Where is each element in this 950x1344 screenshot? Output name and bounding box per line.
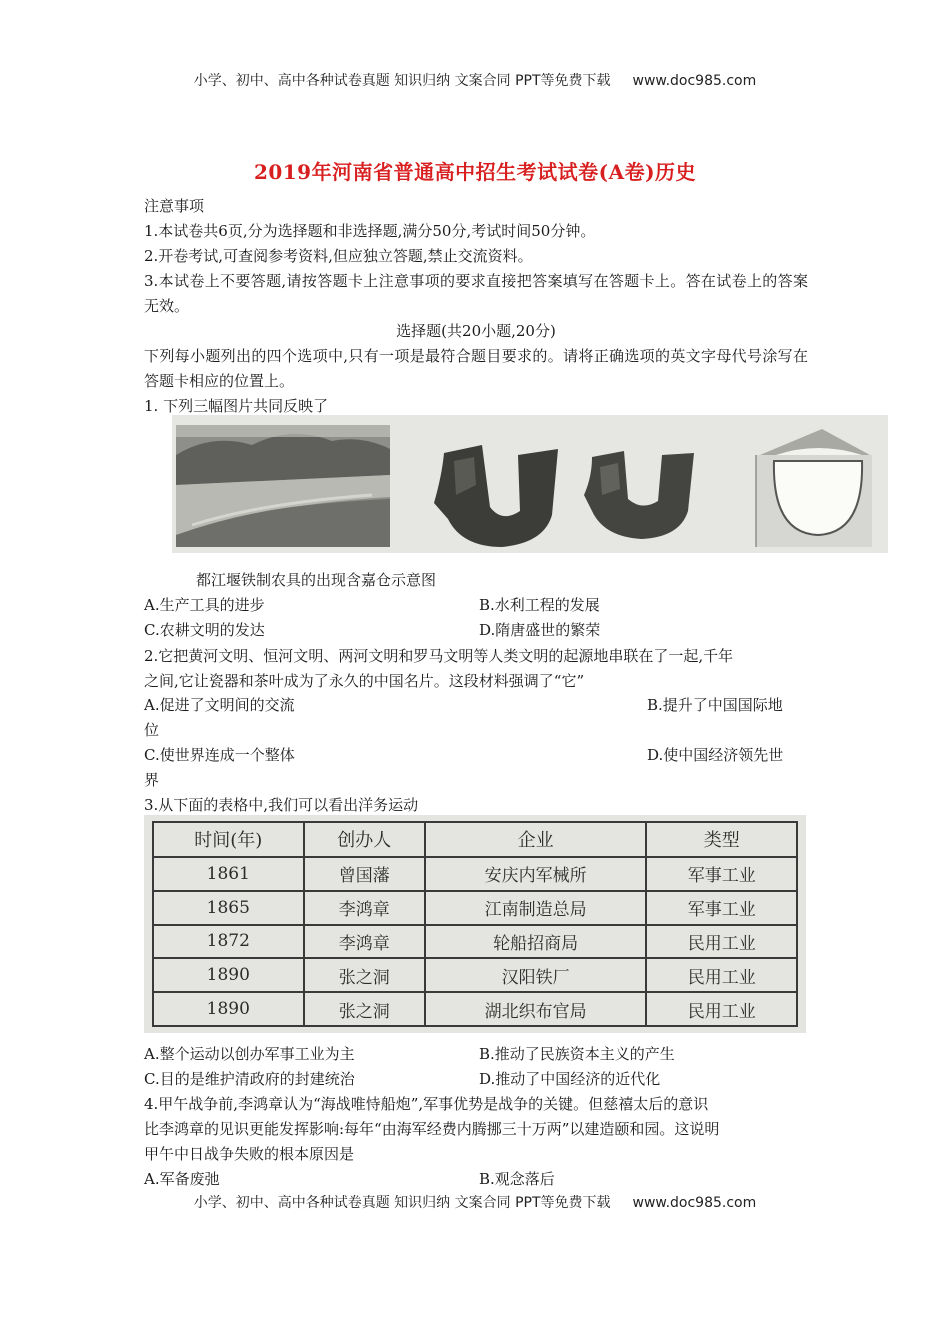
q1-option-c: C.农耕文明的发达 (144, 621, 265, 639)
table-cell: 汉阳铁厂 (425, 958, 647, 992)
table-row (153, 958, 797, 992)
banner-text: 小学、初中、高中各种试卷真题 知识归纳 文案合同 PPT等免费下载 (193, 1195, 611, 1211)
q1-stem: 1. 下列三幅图片共同反映了 (144, 397, 329, 415)
table-cell: 军事工业 (646, 857, 797, 891)
table-row (153, 857, 797, 891)
q4-option-b: B.观念落后 (479, 1170, 555, 1188)
q2-option-b: B.提升了中国国际地 (647, 696, 783, 714)
banner-link[interactable]: www.doc985.com (632, 73, 757, 89)
q2-option-c: C.使世界连成一个整体 (144, 746, 295, 764)
table-header-row (153, 822, 797, 857)
q3-option-d: D.推动了中国经济的近代化 (479, 1070, 661, 1088)
table-row (153, 992, 797, 1026)
q2-stem-line-2: 之间,它让瓷器和茶叶成为了永久的中国名片。这段材料强调了“它” (144, 672, 585, 690)
table-cell: 1890 (153, 992, 304, 1026)
table-cell: 1861 (153, 857, 304, 891)
iron-tool-2-image (584, 451, 694, 539)
section-heading: 选择题(共20小题,20分) (396, 322, 556, 340)
table-cell: 民用工业 (646, 925, 797, 959)
section-instruction: 下列每小题列出的四个选项中,只有一项是最符合题目要求的。请将正确选项的英文字母代号涂写在答题卡相应的位置上。 (144, 347, 808, 390)
table-cell: 李鸿章 (304, 925, 425, 959)
q2-option-a: A.促进了文明间的交流 (144, 696, 295, 714)
q1-option-b: B.水利工程的发展 (479, 596, 600, 614)
q3-table-photo (144, 815, 806, 1033)
table-cell: 1872 (153, 925, 304, 959)
header-banner (0, 70, 950, 90)
q2-option-d-cont: 界 (144, 771, 160, 789)
exam-title: 2019年河南省普通高中招生考试试卷(A卷)历史 (253, 160, 697, 184)
notice-heading: 注意事项 (144, 197, 205, 215)
yangwu-enterprise-table (152, 821, 798, 1027)
table-cell: 轮船招商局 (425, 925, 647, 959)
q3-option-c: C.目的是维护清政府的封建统治 (144, 1070, 355, 1088)
table-cell: 湖北织布官局 (425, 992, 647, 1026)
dujiangyan-photo (176, 425, 390, 547)
table-row (153, 891, 797, 925)
table-header-cell: 企业 (425, 822, 647, 857)
table-header-cell: 类型 (646, 822, 797, 857)
q2-option-d: D.使中国经济领先世 (647, 746, 784, 764)
table-row (153, 925, 797, 959)
table-cell: 张之洞 (304, 992, 425, 1026)
table-cell: 李鸿章 (304, 891, 425, 925)
q1-caption: 都江堰铁制农具的出现含嘉仓示意图 (196, 571, 437, 589)
iron-tool-1-image (434, 445, 558, 547)
banner-link[interactable]: www.doc985.com (632, 1195, 757, 1211)
table-cell: 安庆内军械所 (425, 857, 647, 891)
q1-option-a: A.生产工具的进步 (144, 596, 265, 614)
table-cell: 1890 (153, 958, 304, 992)
q4-stem-line-1: 4.甲午战争前,李鸿章认为“海战唯恃船炮”,军事优势是战争的关键。但慈禧太后的意识 (144, 1095, 709, 1113)
q4-stem-line-3: 甲午中日战争失败的根本原因是 (144, 1145, 355, 1163)
q3-option-b: B.推动了民族资本主义的产生 (479, 1045, 675, 1063)
q2-option-b-cont: 位 (144, 721, 160, 739)
table-header-cell: 时间(年) (153, 822, 304, 857)
notice-item-1: 1.本试卷共6页,分为选择题和非选择题,满分50分,考试时间50分钟。 (144, 222, 596, 240)
table-cell: 1865 (153, 891, 304, 925)
table-cell: 民用工业 (646, 992, 797, 1026)
table-cell: 民用工业 (646, 958, 797, 992)
q2-stem-line-1: 2.它把黄河文明、恒河文明、两河文明和罗马文明等人类文明的起源地串联在了一起,千年 (144, 647, 734, 665)
table-cell: 曾国藩 (304, 857, 425, 891)
notice-item-2: 2.开卷考试,可查阅参考资料,但应独立答题,禁止交流资料。 (144, 247, 533, 265)
q4-stem-line-2: 比李鸿章的见识更能发挥影响:每年“由海军经费内腾挪三十万两”以建造颐和园。这说明 (144, 1120, 720, 1138)
q4-option-a: A.军备废弛 (144, 1170, 220, 1188)
q1-figure-svg (172, 415, 888, 553)
granary-diagram-image (756, 429, 872, 547)
table-header-cell: 创办人 (304, 822, 425, 857)
table-cell: 军事工业 (646, 891, 797, 925)
notice-item-3: 3.本试卷上不要答题,请按答题卡上注意事项的要求直接把答案填写在答题卡上。答在试卷上的答案无效。 (144, 272, 808, 315)
table-cell: 江南制造总局 (425, 891, 647, 925)
q3-stem: 3.从下面的表格中,我们可以看出洋务运动 (144, 796, 419, 814)
q3-option-a: A.整个运动以创办军事工业为主 (144, 1045, 355, 1063)
banner-text: 小学、初中、高中各种试卷真题 知识归纳 文案合同 PPT等免费下载 (193, 73, 611, 89)
q1-option-d: D.隋唐盛世的繁荣 (479, 621, 601, 639)
table-cell: 张之洞 (304, 958, 425, 992)
q1-figure-strip (172, 415, 888, 553)
footer-banner (0, 1192, 950, 1212)
